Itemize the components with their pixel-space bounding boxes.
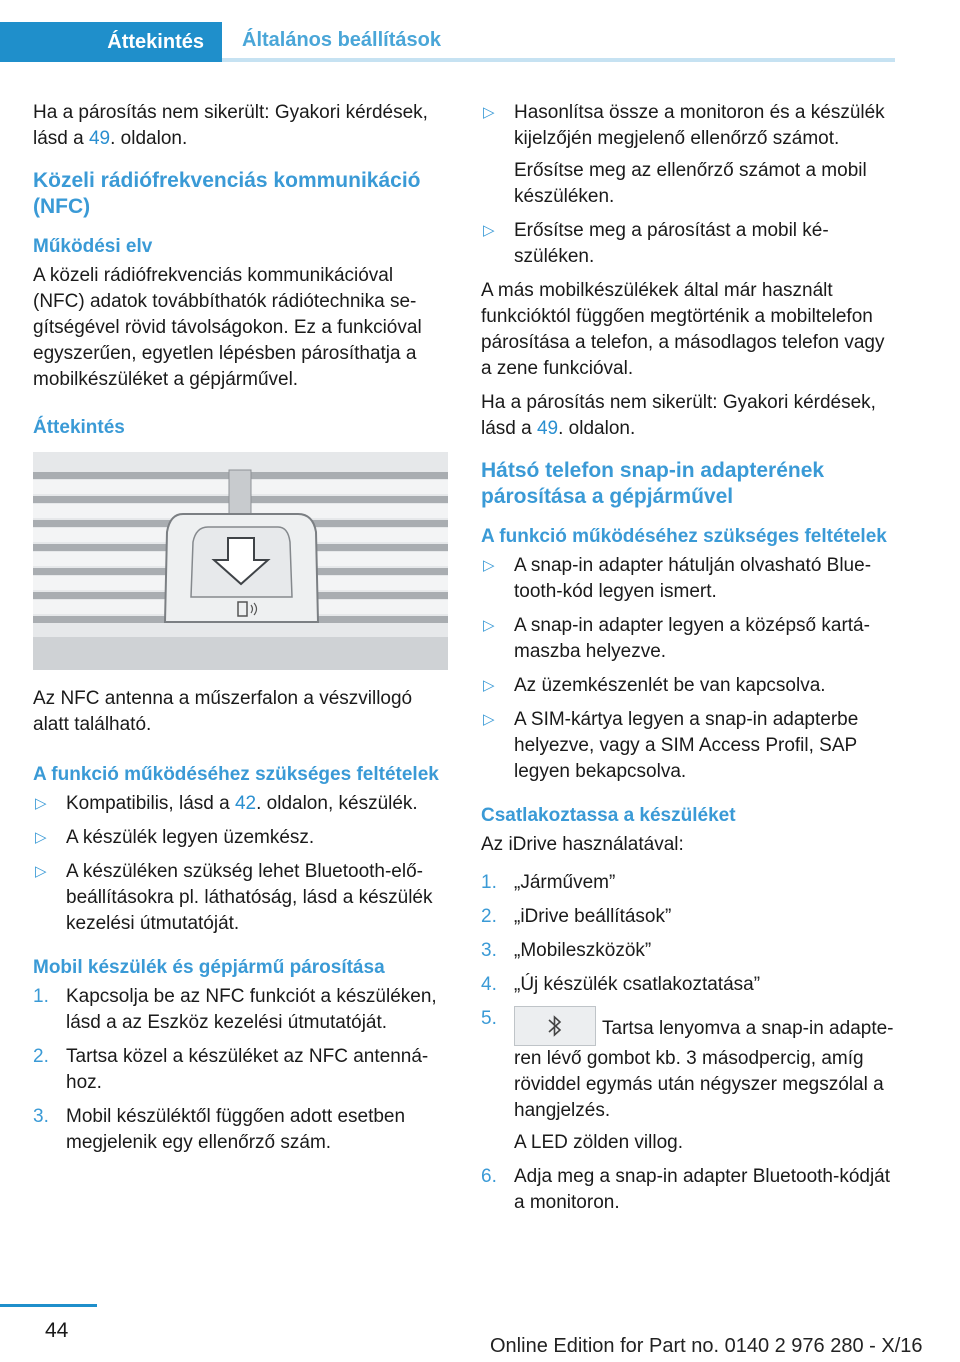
overview-heading: Áttekintés bbox=[33, 417, 125, 438]
functions-paragraph: A más mobilkészülékek által már használt funkcióktól függően megtörténik a mobiltelefon párosítása a telefon, a másodlagos telefon vagy a zene funkcióval. bbox=[481, 280, 885, 379]
list-item: ▷ Erősítse meg a párosítást a mobil készüléken. bbox=[483, 220, 829, 267]
triangle-bullet-icon: ▷ bbox=[483, 104, 495, 121]
list-item: ▷ Hasonlítsa össze a monitoron és a készülék kijelzőjén megjelenő ellenőrző számot. Erősítse meg az ellenőrző számot a mobil készüléken. bbox=[483, 102, 885, 207]
triangle-bullet-icon: ▷ bbox=[35, 863, 47, 880]
list-item: ▷ A snap-in adapter hátulján olvasható Bluetooth-kód legyen ismert. bbox=[483, 555, 872, 602]
connect-intro: Az iDrive használatával: bbox=[481, 834, 684, 855]
nfc-antenna-photo bbox=[33, 452, 448, 670]
triangle-bullet-icon: ▷ bbox=[483, 677, 495, 694]
list-item: 3. „Mobileszközök” bbox=[481, 940, 652, 961]
list-item: ▷ A snap-in adapter legyen a középső kartámaszba helyezve. bbox=[483, 615, 870, 662]
list-item: ▷ A készülék legyen üzemkész. bbox=[33, 825, 448, 851]
triangle-bullet-icon: ▷ bbox=[483, 557, 495, 574]
requirements-list bbox=[33, 791, 448, 937]
list-item: 4. „Új készülék csatlakoztatása” bbox=[481, 974, 761, 995]
triangle-bullet-icon: ▷ bbox=[483, 222, 495, 239]
list-item: ▷ A készüléken szükség lehet Bluetooth-előbeállításokra pl. láthatóság, lásd a készülék kezelési útmutatóját. bbox=[35, 861, 433, 934]
failure-paragraph: Ha a párosítás nem sikerült: Gyakori kérdések, lásd a 49. oldalon. bbox=[481, 392, 876, 439]
pairing-heading: Mobil készülék és gépjármű párosítása bbox=[33, 957, 385, 978]
edition-note: Online Edition for Part no. 0140 2 976 280 - X/16 bbox=[490, 1335, 923, 1357]
connect-steps bbox=[481, 870, 896, 1216]
snap-in-heading: Hátsó telefon snap-in adapterének párosítása a gépjárművel bbox=[481, 459, 825, 508]
footer-rule bbox=[0, 1304, 97, 1307]
page-number: 44 bbox=[45, 1319, 69, 1342]
tab-overview[interactable]: Áttekintés bbox=[0, 22, 222, 62]
bluetooth-button-icon bbox=[514, 1006, 596, 1046]
list-item: 1. „Járművem” bbox=[481, 872, 616, 893]
pairing-steps bbox=[33, 984, 448, 1156]
connect-heading: Csatlakoztassa a készüléket bbox=[481, 805, 736, 826]
triangle-bullet-icon: ▷ bbox=[483, 617, 495, 634]
list-item: 3. Mobil készüléktől függően adott esetben megjelenik egy ellenőrző szám. bbox=[33, 1106, 406, 1153]
nfc-heading: Közeli rádiófrekvenciás kommunikáció (NFC) bbox=[33, 169, 421, 218]
list-item: 6. Adja meg a snap-in adapter Bluetooth-kódját a monitoron. bbox=[481, 1166, 891, 1213]
left-column bbox=[33, 100, 448, 1164]
snap-requirements-list bbox=[481, 553, 896, 785]
triangle-bullet-icon: ▷ bbox=[35, 795, 47, 812]
list-item: 2. Tartsa közel a készüléket az NFC antennához. bbox=[33, 1046, 429, 1093]
page-link[interactable]: 49 bbox=[88, 128, 111, 149]
principle-heading: Működési elv bbox=[33, 236, 153, 257]
right-column bbox=[481, 100, 896, 1224]
principle-text: A közeli rádiófrekvenciás kommunikációval (NFC) adatok továbbíthatók rádiótechnika segítségével rövid távolságokon. Ez a funkcióval egyszerűen, egyetlen lépésben párosíthatja a mobilkészüléket a gépjárművel. bbox=[33, 265, 422, 390]
triangle-bullet-icon: ▷ bbox=[483, 711, 495, 728]
list-item: 5. Tartsa lenyomva a snap-in adapteren lévő gombot kb. 3 másodpercig, amíg röviddel egymás után négyszer megszólal a hangjelzés. A LED zölden villog. bbox=[481, 1008, 894, 1153]
tab-general-settings[interactable]: Általános beállítások bbox=[222, 22, 895, 62]
intro-paragraph: Ha a párosítás nem sikerült: Gyakori kérdések, lásd a 49. oldalon. bbox=[33, 102, 428, 149]
triangle-bullet-icon: ▷ bbox=[35, 829, 47, 846]
page-link[interactable]: 49 bbox=[536, 418, 559, 439]
page-link[interactable]: 42 bbox=[234, 793, 257, 814]
continued-steps bbox=[481, 100, 896, 270]
list-item: ▷ A SIM-kártya legyen a snap-in adapterbe helyezve, vagy a SIM Access Profil, SAP legyen bekapcsolva. bbox=[483, 709, 859, 782]
snap-requirements-heading: A funkció működéséhez szükséges feltételek bbox=[481, 526, 887, 547]
list-item: 1. Kapcsolja be az NFC funkciót a készüléken, lásd a az Eszköz kezelési útmutatóját. bbox=[33, 986, 437, 1033]
header-tabbar bbox=[0, 22, 895, 62]
photo-caption: Az NFC antenna a műszerfalon a vészvillogó alatt található. bbox=[33, 688, 413, 735]
list-item: ▷ Kompatibilis, lásd a 42. oldalon, készülék. bbox=[33, 791, 448, 817]
requirements-heading: A funkció működéséhez szükséges feltételek bbox=[33, 764, 439, 785]
list-item: ▷ Az üzemkészenlét be van kapcsolva. bbox=[481, 673, 896, 699]
bluetooth-icon bbox=[548, 1014, 562, 1038]
list-item: 2. „iDrive beállítások” bbox=[481, 906, 672, 927]
